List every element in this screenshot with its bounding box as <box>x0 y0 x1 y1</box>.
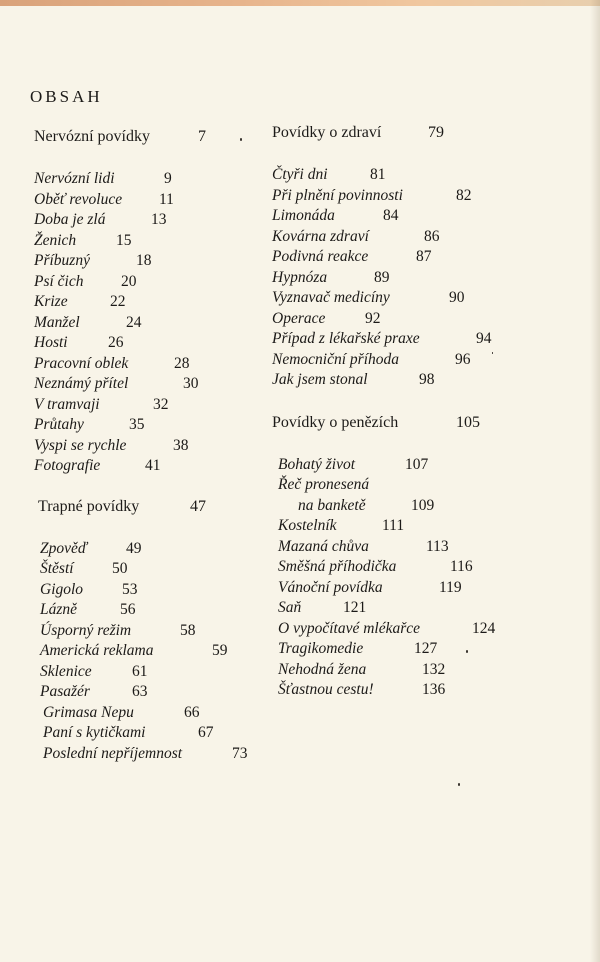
entry-page: 119 <box>439 578 462 596</box>
toc-entry <box>272 579 512 600</box>
entry-page: 56 <box>120 601 136 618</box>
entry-page: 107 <box>405 455 429 473</box>
entry-page: 11 <box>159 190 174 208</box>
entry-title: Poslední nepříjemnost <box>43 744 183 762</box>
toc-entry <box>34 375 274 396</box>
entry-page: 30 <box>183 375 199 392</box>
toc-entry <box>34 581 274 602</box>
toc-entry <box>272 310 512 331</box>
entry-title: Operace <box>272 309 326 327</box>
toc-entry <box>34 232 274 253</box>
entry-page: 13 <box>151 211 167 228</box>
entry-title: Hypnóza <box>272 268 328 286</box>
toc-section <box>34 498 274 766</box>
entry-title: Průtahy <box>34 416 84 433</box>
toc-entry <box>34 273 274 294</box>
page-edge <box>0 0 600 6</box>
entry-title: Mazaná chůva <box>278 537 369 555</box>
entry-page: 9 <box>164 170 172 187</box>
entry-title: Gigolo <box>40 580 84 598</box>
entry-page: 38 <box>173 436 189 454</box>
toc-entry <box>272 330 512 351</box>
section-heading <box>272 124 512 146</box>
section-page: 7 <box>198 128 206 145</box>
entry-page: 136 <box>422 681 446 698</box>
entry-title: Kovárna zdraví <box>272 227 369 245</box>
entry-page: 50 <box>112 560 128 577</box>
toc-entry <box>272 228 512 249</box>
entry-page: 24 <box>126 313 142 331</box>
entry-page: 87 <box>416 248 432 265</box>
toc-entry <box>34 252 274 273</box>
entry-title: Vyspi se rychle <box>34 436 127 454</box>
section-heading <box>34 498 274 520</box>
toc-entry <box>34 416 274 437</box>
entry-title: Saň <box>278 599 302 616</box>
paper-speck <box>466 650 468 653</box>
entry-page: 111 <box>382 517 405 534</box>
entry-title: Bohatý život <box>278 455 356 473</box>
toc-entry <box>34 642 274 663</box>
entry-page: 28 <box>174 354 190 372</box>
entry-title: Pracovní oblek <box>34 354 129 372</box>
entry-page: 127 <box>414 640 438 657</box>
section-heading <box>272 414 512 436</box>
entry-title: Paní s kytičkami <box>43 724 146 741</box>
section-heading <box>34 128 274 150</box>
entry-page: 98 <box>419 371 435 388</box>
toc-section <box>34 128 274 478</box>
section-title: Trapné povídky <box>38 497 140 515</box>
section-title: Povídky o penězích <box>272 413 399 431</box>
toc-entry <box>34 334 274 355</box>
entry-page: 109 <box>411 496 435 514</box>
entry-page: 67 <box>198 724 214 741</box>
toc-entry <box>272 538 512 559</box>
entry-title: Čtyři dni <box>272 166 328 183</box>
entry-title: Grimasa Nepu <box>43 703 134 721</box>
toc-column-left <box>34 128 274 765</box>
entry-page: 132 <box>422 660 446 678</box>
entry-title: Řeč pronesená <box>278 476 370 493</box>
toc-entry <box>272 681 512 702</box>
entry-page: 121 <box>343 599 367 616</box>
toc-entry <box>272 371 512 392</box>
section-title: Povídky o zdraví <box>272 124 382 141</box>
entry-title: Vyznavač medicíny <box>272 289 390 306</box>
entry-title: Limonáda <box>272 207 335 224</box>
entry-page: 94 <box>476 330 492 347</box>
section-page: 105 <box>456 413 480 431</box>
toc-entry <box>34 355 274 376</box>
entry-title: Hosti <box>34 334 68 351</box>
entry-page: 90 <box>449 289 465 306</box>
entry-title: Manžel <box>34 313 80 331</box>
entry-title: Pasažér <box>40 683 90 700</box>
entry-title: Příbuzný <box>34 252 90 269</box>
toc-entry <box>34 622 274 643</box>
entry-title: Jak jsem stonal <box>272 371 368 388</box>
section-page: 79 <box>428 124 444 141</box>
entry-title: Doba je zlá <box>34 211 106 228</box>
paper-speck <box>492 352 493 354</box>
entry-title: Tragikomedie <box>278 640 364 657</box>
entry-title: Vánoční povídka <box>278 578 383 596</box>
entry-page: 82 <box>456 186 472 204</box>
entry-page: 66 <box>184 703 200 721</box>
entry-page: 63 <box>132 683 148 700</box>
entry-page: 113 <box>426 537 449 555</box>
entry-page: 15 <box>116 231 132 249</box>
entry-page: 35 <box>129 416 145 433</box>
entry-title: Fotografie <box>34 457 101 474</box>
toc-entry <box>34 293 274 314</box>
toc-entry <box>272 248 512 269</box>
entry-page: 20 <box>121 272 137 290</box>
section-title: Nervózní povídky <box>34 128 150 145</box>
entry-title: Úsporný režim <box>40 621 132 639</box>
entry-page: 73 <box>232 744 248 762</box>
toc-entry <box>34 601 274 622</box>
entry-title: V tramvaji <box>34 395 100 413</box>
entry-title: Podivná reakce <box>272 248 369 265</box>
entry-title: Americká reklama <box>40 642 154 659</box>
entry-page: 96 <box>455 350 471 368</box>
toc-entry <box>272 640 512 661</box>
toc-entry <box>34 683 274 704</box>
toc-entry <box>34 396 274 417</box>
page-title: OBSAH <box>30 87 103 106</box>
toc-entry <box>272 517 512 538</box>
toc-entry <box>34 724 274 745</box>
toc-entry <box>272 289 512 310</box>
toc-entry <box>272 476 512 517</box>
entry-page: 22 <box>110 293 126 310</box>
entry-title: Kostelník <box>278 517 337 534</box>
entry-page: 86 <box>424 227 440 245</box>
entry-title: Psí čich <box>34 272 84 290</box>
toc-entry <box>272 187 512 208</box>
toc-entry <box>34 704 274 725</box>
toc-entry <box>272 620 512 641</box>
toc-entry <box>34 314 274 335</box>
entry-title: O vypočítavé mlékařce <box>278 619 421 637</box>
toc-entry <box>34 663 274 684</box>
toc-entry <box>34 457 274 478</box>
entry-page: 116 <box>450 558 473 575</box>
entry-page: 18 <box>136 252 152 269</box>
entry-page: 81 <box>370 166 386 183</box>
entry-page: 92 <box>365 309 381 327</box>
entry-page: 61 <box>132 662 148 680</box>
entry-title: Ženich <box>34 231 77 249</box>
toc-column-right <box>272 124 512 702</box>
section-page: 47 <box>190 497 206 515</box>
toc-entry <box>34 170 274 191</box>
entry-title: Neznámý přítel <box>34 375 129 392</box>
toc-entry <box>34 540 274 561</box>
toc-entry <box>272 166 512 187</box>
section-gap <box>272 392 512 414</box>
entry-title: Nehodná žena <box>278 660 367 678</box>
entry-title: Lázně <box>40 601 78 618</box>
entry-title: Směšná příhodička <box>278 558 397 575</box>
entry-page: 53 <box>122 580 138 598</box>
page-shadow <box>590 0 600 962</box>
toc-entry <box>34 745 274 766</box>
entry-page: 84 <box>383 207 399 224</box>
entry-title: Šťastnou cestu! <box>278 681 374 698</box>
entry-title: Nervózní lidi <box>34 170 115 187</box>
entry-title-continued: na banketě <box>298 496 366 514</box>
toc-section <box>272 414 512 702</box>
toc-entry <box>34 560 274 581</box>
toc-entry <box>272 269 512 290</box>
entry-page: 49 <box>126 539 142 557</box>
paper-speck <box>240 138 242 141</box>
paper-speck <box>458 783 460 786</box>
toc-section <box>272 124 512 392</box>
toc-entry <box>34 191 274 212</box>
entry-page: 58 <box>180 621 196 639</box>
entry-page: 41 <box>145 457 161 474</box>
toc-entry <box>272 456 512 477</box>
entry-page: 32 <box>153 395 169 413</box>
entry-title: Případ z lékařské praxe <box>272 330 420 347</box>
entry-page: 26 <box>108 334 124 351</box>
entry-page: 59 <box>212 642 228 659</box>
entry-page: 89 <box>374 268 390 286</box>
entry-title: Zpověď <box>40 539 88 557</box>
section-gap <box>34 478 274 498</box>
toc-entry <box>272 558 512 579</box>
toc-entry <box>272 351 512 372</box>
toc-entry <box>272 661 512 682</box>
entry-title: Sklenice <box>40 662 92 680</box>
entry-page: 124 <box>472 619 496 637</box>
entry-title: Oběť revoluce <box>34 190 123 208</box>
toc-entry <box>272 599 512 620</box>
toc-entry <box>34 211 274 232</box>
entry-title: Nemocniční příhoda <box>272 350 399 368</box>
entry-title: Krize <box>34 293 68 310</box>
entry-title: Při plnění povinnosti <box>272 186 403 204</box>
toc-entry <box>34 437 274 458</box>
entry-title: Štěstí <box>40 560 74 577</box>
toc-entry <box>272 207 512 228</box>
